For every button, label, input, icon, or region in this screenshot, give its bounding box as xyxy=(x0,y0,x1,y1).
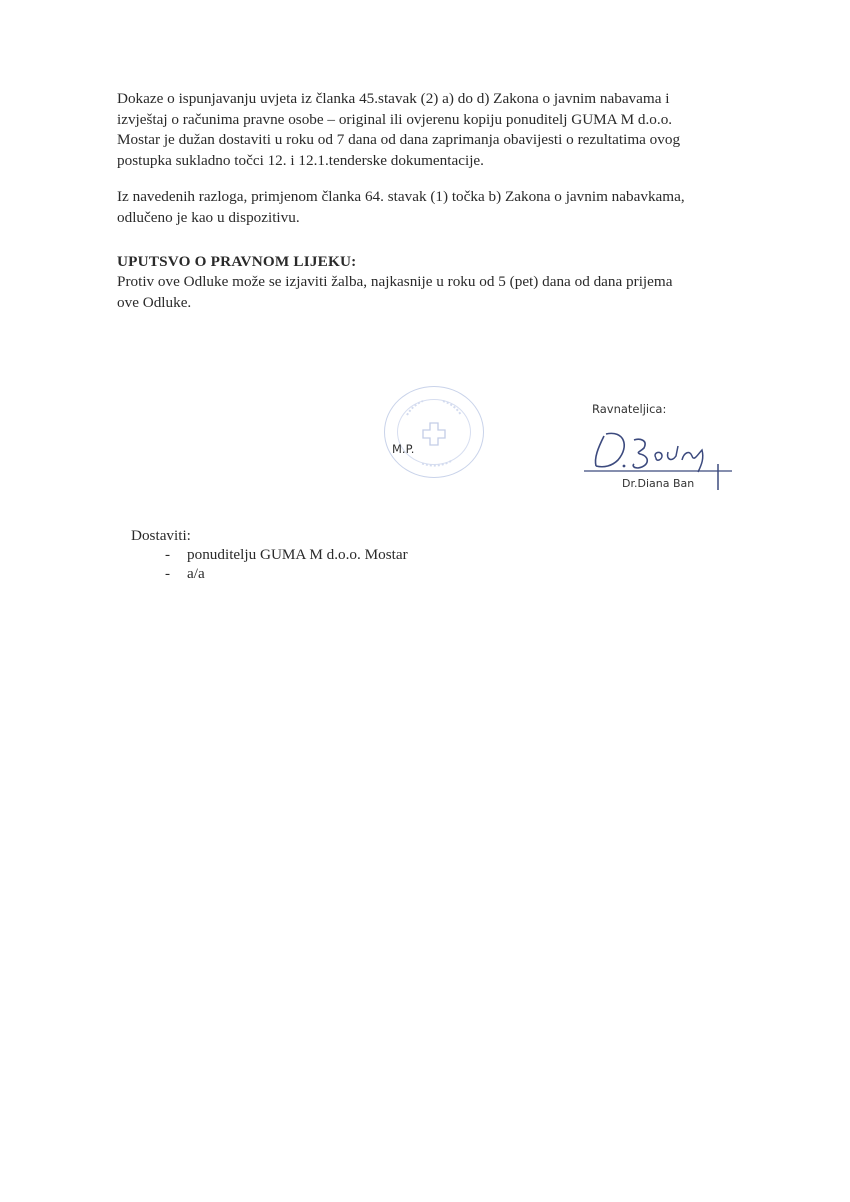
signatory-name: Dr.Diana Ban xyxy=(622,477,695,490)
text-line: Dokaze o ispunjavanju uvjeta iz članka 45.stavak (2) a) do d) Zakona o javnim nabavama i xyxy=(117,90,670,107)
legal-remedy-heading: UPUTSVO O PRAVNOM LIJEKU: xyxy=(117,253,357,270)
text-line: Mostar je dužan dostaviti u roku od 7 dana od dana zaprimanja obavijesti o rezultatima ovog xyxy=(117,131,681,148)
text-line: Iz navedenih razloga, primjenom članka 64. stavak (1) točka b) Zakona o javnim nabavkama, xyxy=(117,188,685,205)
text-line: Protiv ove Odluke može se izjaviti žalba, najkasnije u roku od 5 (pet) dana od dana prijema xyxy=(117,273,673,290)
list-item xyxy=(165,564,408,583)
official-stamp xyxy=(384,386,484,478)
paragraph-evidence-requirements xyxy=(117,89,724,171)
text-line: ove Odluke. xyxy=(117,293,192,311)
distribution-recipient: ponuditelju GUMA M d.o.o. Mostar xyxy=(187,546,408,563)
paragraph-legal-remedy xyxy=(117,272,724,313)
signatory-title: Ravnateljica: xyxy=(592,402,667,416)
text-line: odlučeno je kao u dispozitivu. xyxy=(117,208,300,226)
list-item xyxy=(165,545,408,564)
text-line: postupka sukladno točci 12. i 12.1.tenderske dokumentacije. xyxy=(117,151,484,169)
distribution-list xyxy=(165,545,408,583)
paragraph-decision-reasons xyxy=(117,187,724,228)
distribution-recipient: a/a xyxy=(187,565,205,582)
distribution-heading: Dostaviti: xyxy=(131,527,191,544)
list-bullet: - xyxy=(165,565,171,582)
stamp-label: M.P. xyxy=(392,442,415,456)
list-bullet: - xyxy=(165,546,171,563)
text-line: izvještaj o računima pravne osobe – original ili ovjerenu kopiju ponuditelj GUMA M d.o.o. xyxy=(117,110,673,128)
stamp-cross-icon xyxy=(385,387,485,479)
